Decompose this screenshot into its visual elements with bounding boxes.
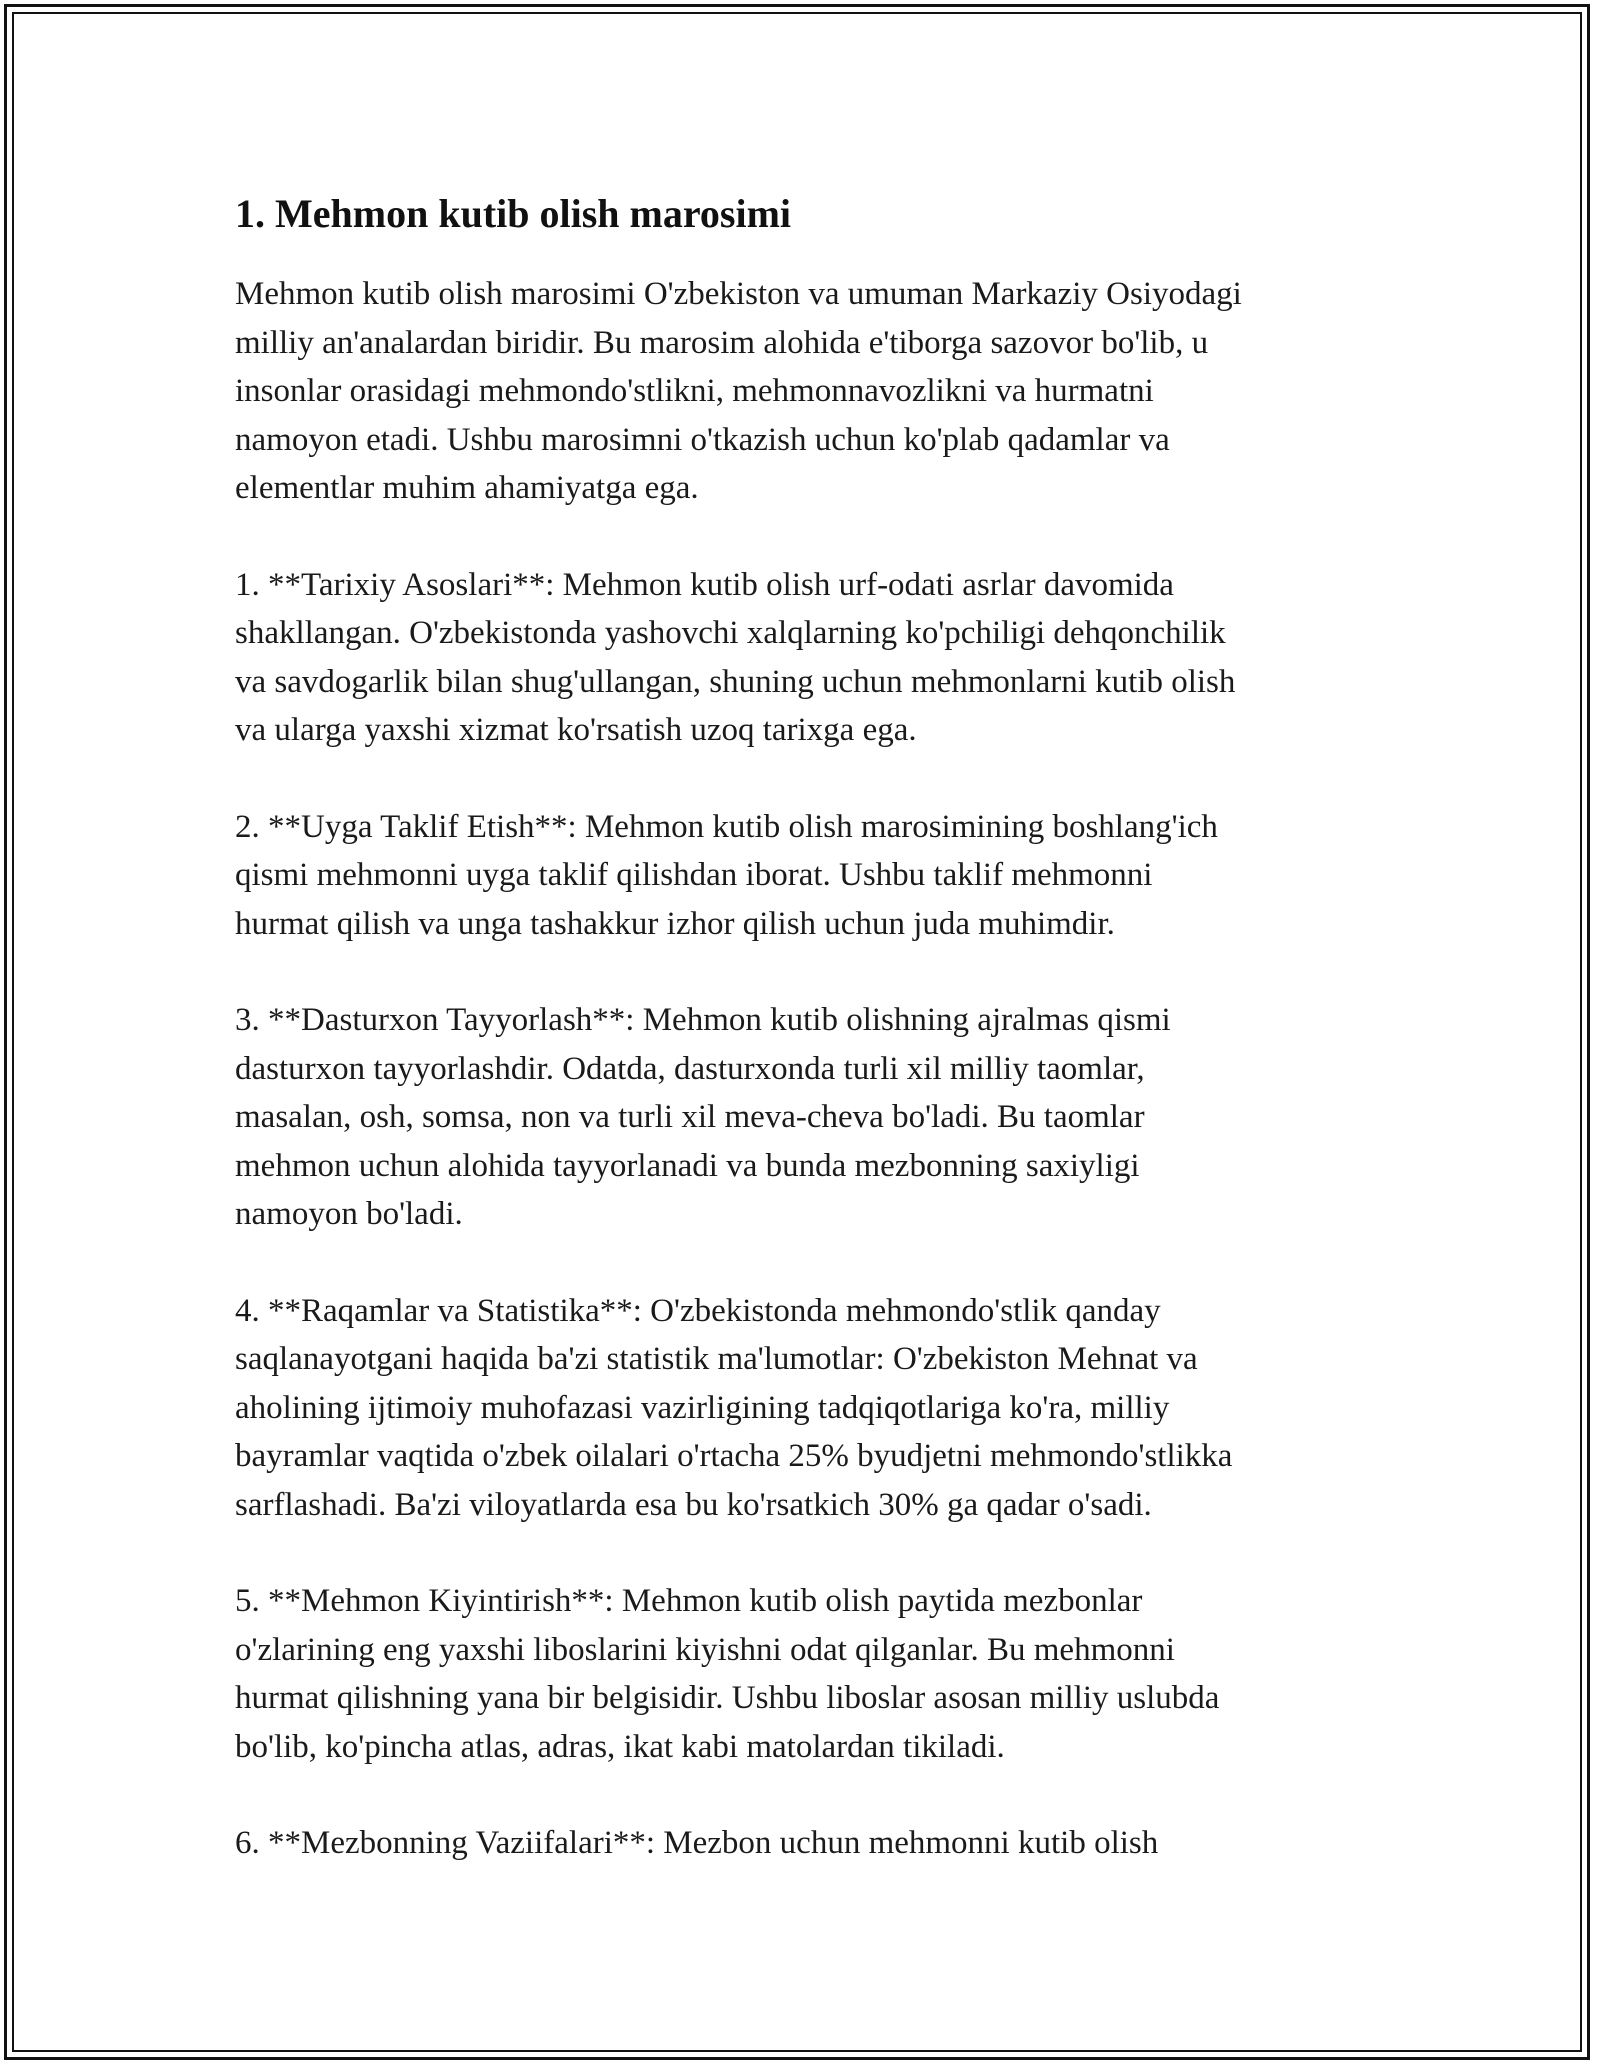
paragraph-uyga-taklif-etish: 2. **Uyga Taklif Etish**: Mehmon kutib olish marosimining boshlang'ich qismi mehmonni uyga taklif qilishdan iborat. Ushbu taklif mehmonni hurmat qilish va unga tashakkur izhor qilish uchun juda muhimdir. xyxy=(235,808,1218,942)
document-title: 1. Mehmon kutib olish marosimi xyxy=(235,191,791,236)
paragraph-raqamlar-va-statistika: 4. **Raqamlar va Statistika**: O'zbekistonda mehmondo'stlik qanday saqlanayotgani haqida ba'zi statistik ma'lumotlar: O'zbekiston Mehnat va aholining ijtimoiy muhofazasi vazirligining tadqiqotlariga ko'ra, milliy bayramlar vaqtida o'zbek oilalari o'rtacha 25% byudjetni mehmondo'stlikka sarflashadi. Ba'zi viloyatlarda esa bu ko'rsatkich 30% ga qadar o'sadi. xyxy=(235,1292,1233,1523)
document-body xyxy=(235,188,1365,1916)
paragraph-tarixiy-asoslari: 1. **Tarixiy Asoslari**: Mehmon kutib olish urf-odati asrlar davomida shakllangan. O'zbekistonda yashovchi xalqlarning ko'pchiligi dehqonchilik va savdogarlik bilan shug'ullangan, shuning uchun mehmonlarni kutib olish va ularga yaxshi xizmat ko'rsatish uzoq tarixga ega. xyxy=(235,566,1236,748)
paragraph-mezbonning-vaziifalari: 6. **Mezbonning Vaziifalari**: Mezbon uchun mehmonni kutib olish xyxy=(235,1825,1159,1861)
paragraph-mehmon-kiyintirish: 5. **Mehmon Kiyintirish**: Mehmon kutib olish paytida mezbonlar o'zlarining eng yaxshi liboslarini kiyishni odat qilganlar. Bu mehmonni hurmat qilishning yana bir belgisidir. Ushbu liboslar asosan milliy uslubda bo'lib, ko'pincha atlas, adras, ikat kabi matolardan tikiladi. xyxy=(235,1583,1220,1765)
intro-paragraph: Mehmon kutib olish marosimi O'zbekiston va umuman Markaziy Osiyodagi milliy an'analardan biridir. Bu marosim alohida e'tiborga sazovor bo'lib, u insonlar orasidagi mehmondo'stlikni, mehmonnavozlikni va hurmatni namoyon etadi. Ushbu marosimni o'tkazish uchun ko'plab qadamlar va elementlar muhim ahamiyatga ega. xyxy=(235,276,1242,506)
paragraph-dasturxon-tayyorlash: 3. **Dasturxon Tayyorlash**: Mehmon kutib olishning ajralmas qismi dasturxon tayyorlashdir. Odatda, dasturxonda turli xil milliy taomlar, masalan, osh, somsa, non va turli xil meva-cheva bo'ladi. Bu taomlar mehmon uchun alohida tayyorlanadi va bunda mezbonning saxiyligi namoyon bo'ladi. xyxy=(235,1002,1171,1232)
